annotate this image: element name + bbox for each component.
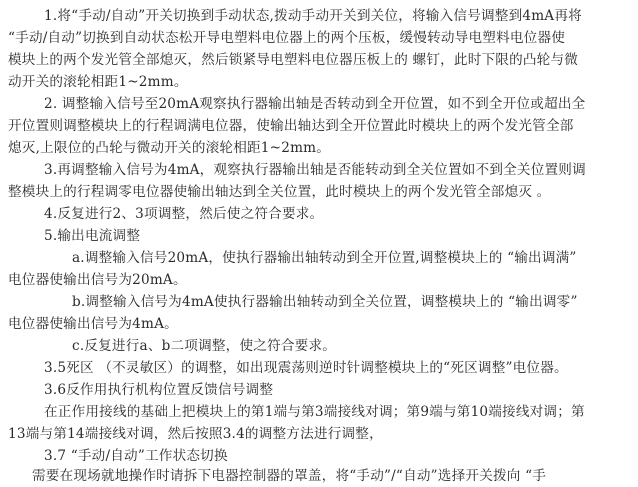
text-line-13: 电位器使输出信号为20mA。 (8, 272, 187, 288)
text-line-17: 3.5死区 （不灵敏区）的调整，如出现震荡则逆时针调整模块上的“死区调整”电位器。 (44, 360, 568, 376)
text-line-19: 在正作用接线的基础上把模块上的第1端与第3端接线对调；第9端与第10端接线对调；第 (44, 404, 585, 420)
text-line-3: 模块上的两个发光管全部熄灭，然后锁紧导电塑料电位器压板上的 螺钉，此时下限的凸轮与微 (8, 52, 579, 68)
text-line-16: c.反复进行a、b二项调整，使之符合要求。 (72, 338, 337, 354)
text-line-7: 熄灭,上限位的凸轮与微动开关的滚轮相距1~2mm。 (8, 140, 331, 156)
text-line-11: 5.输出电流调整 (44, 228, 141, 244)
text-line-15: 电位器使输出信号为4mA。 (8, 316, 178, 332)
text-line-18: 3.6反作用执行机构位置反馈信号调整 (44, 382, 274, 398)
text-line-20: 13端与第14端接线对调，然后按照3.4的调整方法进行调整， (8, 426, 383, 442)
text-line-8: 3.再调整输入信号为4mA，观察执行器输出轴是否能转动到全关位置如不到全关位置则调 (44, 162, 586, 178)
text-line-12: a.调整输入信号20mA，使执行器输出轴转动到全开位置,调整模块上的 “输出调满” (72, 250, 577, 266)
text-line-10: 4.反复进行2、3项调整，然后使之符合要求。 (44, 206, 324, 222)
text-line-9: 整模块上的行程调零电位器使输出轴达到全关位置，此时模块上的两个发光管全部熄灭 。 (8, 184, 551, 200)
text-line-1: 1.将“手动/自动”开关切换到手动状态,拨动手动开关到关位，将输入信号调整到4mA再将 (44, 8, 582, 24)
text-line-4: 动开关的滚轮相距1~2mm。 (8, 74, 188, 90)
text-line-21: 3.7 “手动/自动”工作状态切换 (44, 448, 228, 464)
text-line-5: 2. 调整输入信号至20mA观察执行器输出轴是否转动到全开位置，如不到全开位或超出全 (44, 96, 586, 112)
text-line-14: b.调整输入信号为4mA使执行器输出轴转动到全关位置，调整模块上的 “输出调零” (72, 294, 578, 310)
text-line-6: 开位置则调整模块上的行程调满电位器，使输出轴达到全开位置此时模块上的两个发光管全部 (8, 118, 574, 134)
text-line-2: “手动/自动”切换到自动状态松开导电塑料电位器上的两个压板，缓慢转动导电塑料电位器使 (8, 30, 566, 46)
text-line-22: 需要在现场就地操作时请拆下电器控制器的罩盖，将“手动”/“自动”选择开关拨向 “手 (32, 468, 547, 484)
